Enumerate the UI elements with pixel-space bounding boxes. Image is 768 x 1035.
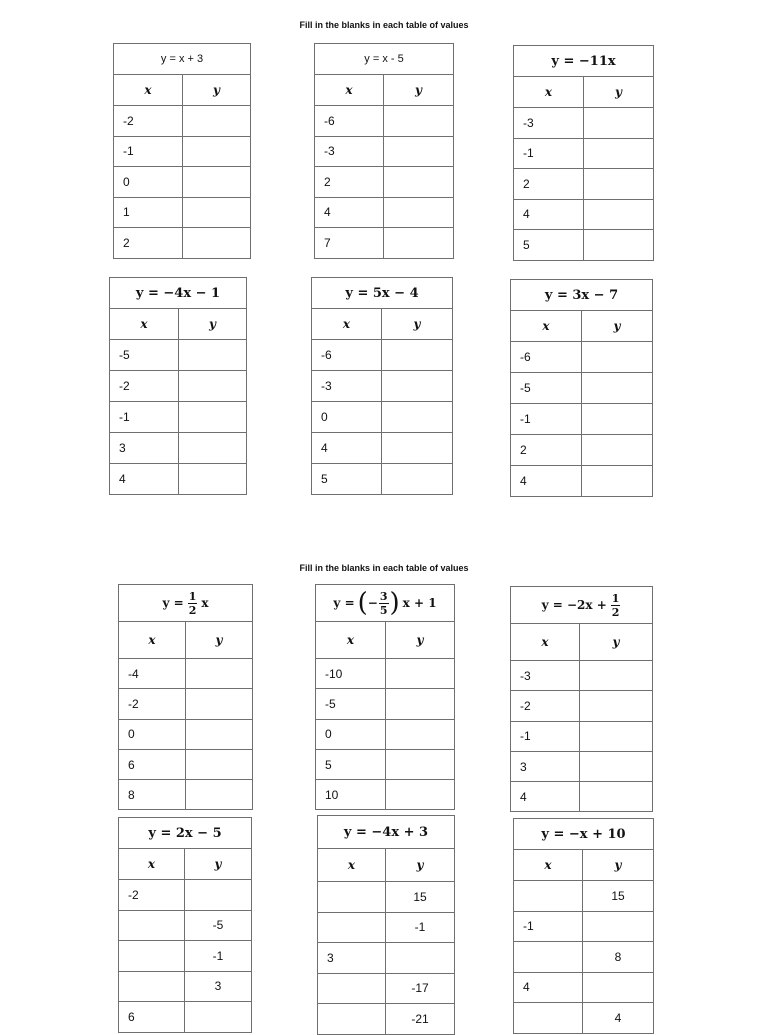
table-row xyxy=(114,228,251,259)
table-row xyxy=(511,751,653,781)
y-cell xyxy=(386,943,455,974)
table-row xyxy=(114,106,251,137)
x-cell: 3 xyxy=(511,751,580,781)
y-cell xyxy=(186,749,253,779)
table-row xyxy=(316,689,455,719)
equation xyxy=(542,593,622,618)
x-cell xyxy=(318,882,386,913)
paren: ( xyxy=(357,588,368,618)
column-header-x: x xyxy=(315,75,384,106)
column-header-x: x xyxy=(511,624,580,661)
x-cell: -2 xyxy=(119,880,185,911)
y-cell xyxy=(584,169,654,200)
y-cell xyxy=(386,780,455,810)
column-header-x: x xyxy=(511,311,582,342)
x-cell: -2 xyxy=(511,691,580,721)
x-cell: 5 xyxy=(312,464,382,495)
y-cell xyxy=(382,433,453,464)
y-cell xyxy=(186,719,253,749)
x-cell: 5 xyxy=(316,749,386,779)
y-cell xyxy=(584,230,654,261)
x-cell: -1 xyxy=(514,138,584,169)
y-cell xyxy=(580,691,653,721)
fraction-numerator: 1 xyxy=(188,589,197,603)
table-of-values xyxy=(118,817,252,1033)
table-row xyxy=(312,371,453,402)
column-header-x: x xyxy=(318,849,386,882)
table-row xyxy=(511,661,653,691)
y-cell: 15 xyxy=(386,882,455,913)
fraction-numerator: 1 xyxy=(611,591,620,605)
x-cell: 6 xyxy=(119,749,186,779)
equation-cell: y = x + 3 xyxy=(114,44,251,75)
table-row xyxy=(114,197,251,228)
x-cell xyxy=(119,910,185,941)
y-cell xyxy=(584,199,654,230)
table-row xyxy=(514,911,654,942)
table-row xyxy=(312,433,453,464)
y-cell xyxy=(384,197,454,228)
table-row xyxy=(114,167,251,198)
column-header-x: x xyxy=(119,622,186,659)
fraction-denominator: 2 xyxy=(611,605,620,619)
x-cell: -1 xyxy=(511,721,580,751)
y-cell xyxy=(386,689,455,719)
x-cell: 5 xyxy=(514,230,584,261)
table-row xyxy=(312,340,453,371)
equation-cell: y = x - 5 xyxy=(315,44,454,75)
equation-part: x + 1 xyxy=(402,596,437,610)
table-row xyxy=(312,402,453,433)
table-row xyxy=(119,659,253,689)
x-cell: -3 xyxy=(514,108,584,139)
x-cell: -4 xyxy=(119,659,186,689)
y-cell xyxy=(384,106,454,137)
x-cell: 4 xyxy=(514,199,584,230)
column-header-y: y xyxy=(382,309,453,340)
y-cell xyxy=(384,228,454,259)
x-cell: 2 xyxy=(315,167,384,198)
table-row xyxy=(110,464,247,495)
table-of-values xyxy=(314,43,454,259)
y-cell xyxy=(183,228,251,259)
y-cell xyxy=(382,371,453,402)
x-cell: 4 xyxy=(514,972,583,1003)
x-cell: 0 xyxy=(316,719,386,749)
x-cell: 2 xyxy=(114,228,183,259)
x-cell: 3 xyxy=(318,943,386,974)
equation-part: y = xyxy=(333,596,355,610)
table-row xyxy=(312,464,453,495)
x-cell xyxy=(318,973,386,1004)
equation-cell xyxy=(316,585,455,622)
y-cell xyxy=(582,342,653,373)
table-row xyxy=(511,373,653,404)
table-row xyxy=(119,880,252,911)
column-header-y: y xyxy=(580,624,653,661)
column-header-y: y xyxy=(583,850,654,881)
y-cell xyxy=(384,167,454,198)
table-row xyxy=(119,910,252,941)
column-header-x: x xyxy=(110,309,179,340)
x-cell: 2 xyxy=(511,435,582,466)
x-cell: 7 xyxy=(315,228,384,259)
y-cell xyxy=(584,108,654,139)
table-row xyxy=(110,340,247,371)
table-row xyxy=(119,941,252,972)
table-row xyxy=(119,689,253,719)
table-of-values xyxy=(513,818,654,1034)
table-row xyxy=(316,719,455,749)
y-cell xyxy=(583,911,654,942)
table-of-values xyxy=(113,43,251,259)
column-header-y: y xyxy=(185,849,252,880)
x-cell: -6 xyxy=(315,106,384,137)
y-cell xyxy=(183,136,251,167)
y-cell xyxy=(382,402,453,433)
column-header-y: y xyxy=(183,75,251,106)
y-cell xyxy=(183,106,251,137)
y-cell xyxy=(580,661,653,691)
y-cell xyxy=(582,466,653,497)
equation-cell: y = −4x − 1 xyxy=(110,278,247,309)
table-row xyxy=(514,881,654,912)
x-cell: 4 xyxy=(312,433,382,464)
table-of-values xyxy=(315,584,455,810)
table-row xyxy=(315,197,454,228)
equation-part: y = xyxy=(162,596,184,610)
fraction-denominator: 5 xyxy=(379,603,388,617)
x-cell: -3 xyxy=(511,661,580,691)
table-row xyxy=(318,973,455,1004)
y-cell xyxy=(583,972,654,1003)
y-cell: 8 xyxy=(583,942,654,973)
table-row xyxy=(514,230,654,261)
column-header-y: y xyxy=(179,309,247,340)
table-row xyxy=(514,1003,654,1034)
y-cell xyxy=(186,780,253,810)
column-header-y: y xyxy=(582,311,653,342)
table-row xyxy=(119,719,253,749)
y-cell xyxy=(179,464,247,495)
equation-cell: y = −4x + 3 xyxy=(318,816,455,849)
table-row xyxy=(315,167,454,198)
y-cell xyxy=(582,435,653,466)
x-cell: -6 xyxy=(511,342,582,373)
table-row xyxy=(316,780,455,810)
table-row xyxy=(119,1002,252,1033)
y-cell xyxy=(384,136,454,167)
x-cell xyxy=(318,912,386,943)
column-header-x: x xyxy=(119,849,185,880)
equation-part: x xyxy=(201,596,209,610)
table-row xyxy=(119,780,253,810)
table-row xyxy=(110,433,247,464)
table-row xyxy=(315,106,454,137)
table-row xyxy=(514,972,654,1003)
y-cell xyxy=(386,749,455,779)
equation xyxy=(333,590,436,616)
worksheet-heading: Fill in the blanks in each table of values xyxy=(299,20,469,30)
table-row xyxy=(119,971,252,1002)
y-cell xyxy=(179,371,247,402)
worksheet-heading: Fill in the blanks in each table of values xyxy=(299,563,469,573)
y-cell xyxy=(580,782,653,812)
table-row xyxy=(511,466,653,497)
x-cell: -1 xyxy=(114,136,183,167)
x-cell: 0 xyxy=(114,167,183,198)
y-cell: -5 xyxy=(185,910,252,941)
table-row xyxy=(511,691,653,721)
equation-part: y = −2x + xyxy=(541,598,607,612)
y-cell xyxy=(584,138,654,169)
column-header-x: x xyxy=(316,622,386,659)
y-cell xyxy=(179,340,247,371)
x-cell xyxy=(119,971,185,1002)
equation-cell: y = 2x − 5 xyxy=(119,818,252,849)
table-of-values xyxy=(510,279,653,497)
y-cell xyxy=(186,689,253,719)
table-row xyxy=(514,108,654,139)
equation-cell: y = 5x − 4 xyxy=(312,278,453,309)
column-header-y: y xyxy=(186,622,253,659)
x-cell: 6 xyxy=(119,1002,185,1033)
y-cell xyxy=(580,751,653,781)
y-cell: -1 xyxy=(185,941,252,972)
table-row xyxy=(315,136,454,167)
y-cell: -21 xyxy=(386,1004,455,1035)
x-cell: -2 xyxy=(110,371,179,402)
x-cell: -3 xyxy=(315,136,384,167)
table-of-values xyxy=(510,586,653,812)
x-cell: -10 xyxy=(316,659,386,689)
y-cell xyxy=(386,719,455,749)
table-row xyxy=(511,721,653,751)
table-of-values xyxy=(118,584,253,810)
equation-cell: y = 3x − 7 xyxy=(511,280,653,311)
column-header-y: y xyxy=(386,849,455,882)
x-cell: 0 xyxy=(119,719,186,749)
y-cell: 15 xyxy=(583,881,654,912)
table-row xyxy=(315,228,454,259)
x-cell: 0 xyxy=(312,402,382,433)
x-cell: 8 xyxy=(119,780,186,810)
y-cell xyxy=(185,1002,252,1033)
x-cell xyxy=(318,1004,386,1035)
fraction xyxy=(611,593,621,618)
equation xyxy=(162,591,208,616)
column-header-y: y xyxy=(384,75,454,106)
x-cell: 1 xyxy=(114,197,183,228)
table-of-values xyxy=(513,45,654,261)
equation-cell xyxy=(511,587,653,624)
equation-sign: − xyxy=(367,596,378,610)
y-cell xyxy=(582,404,653,435)
y-cell xyxy=(179,433,247,464)
paren: ) xyxy=(389,588,400,618)
y-cell xyxy=(183,197,251,228)
table-of-values xyxy=(317,815,455,1035)
x-cell: -2 xyxy=(114,106,183,137)
x-cell: -6 xyxy=(312,340,382,371)
table-row xyxy=(316,749,455,779)
table-row xyxy=(318,882,455,913)
fraction-numerator: 3 xyxy=(379,589,388,603)
x-cell xyxy=(119,941,185,972)
x-cell xyxy=(514,881,583,912)
fraction xyxy=(188,591,198,616)
x-cell: -1 xyxy=(511,404,582,435)
table-row xyxy=(119,749,253,779)
y-cell xyxy=(179,402,247,433)
x-cell: 4 xyxy=(511,782,580,812)
table-row xyxy=(511,404,653,435)
x-cell: 4 xyxy=(315,197,384,228)
x-cell xyxy=(514,1003,583,1034)
y-cell xyxy=(185,880,252,911)
x-cell: -2 xyxy=(119,689,186,719)
equation-cell xyxy=(119,585,253,622)
table-row xyxy=(514,199,654,230)
x-cell: 3 xyxy=(110,433,179,464)
x-cell: -5 xyxy=(316,689,386,719)
x-cell: 4 xyxy=(110,464,179,495)
table-row xyxy=(514,138,654,169)
x-cell: -1 xyxy=(110,402,179,433)
table-row xyxy=(316,659,455,689)
fraction-denominator: 2 xyxy=(188,603,197,617)
table-row xyxy=(110,402,247,433)
x-cell: -3 xyxy=(312,371,382,402)
y-cell: -17 xyxy=(386,973,455,1004)
table-row xyxy=(514,942,654,973)
table-row xyxy=(511,782,653,812)
y-cell xyxy=(382,340,453,371)
equation-cell: y = −x + 10 xyxy=(514,819,654,850)
table-row xyxy=(114,136,251,167)
table-of-values xyxy=(311,277,453,495)
y-cell xyxy=(580,721,653,751)
y-cell: 3 xyxy=(185,971,252,1002)
x-cell: -1 xyxy=(514,911,583,942)
table-row xyxy=(318,1004,455,1035)
y-cell xyxy=(386,659,455,689)
column-header-y: y xyxy=(584,77,654,108)
x-cell xyxy=(514,942,583,973)
x-cell: 2 xyxy=(514,169,584,200)
column-header-x: x xyxy=(114,75,183,106)
y-cell xyxy=(382,464,453,495)
x-cell: 4 xyxy=(511,466,582,497)
column-header-x: x xyxy=(514,850,583,881)
column-header-y: y xyxy=(386,622,455,659)
table-row xyxy=(318,943,455,974)
x-cell: -5 xyxy=(110,340,179,371)
table-of-values xyxy=(109,277,247,495)
table-row xyxy=(511,435,653,466)
fraction xyxy=(379,591,389,616)
y-cell xyxy=(183,167,251,198)
y-cell xyxy=(582,373,653,404)
y-cell xyxy=(186,659,253,689)
table-row xyxy=(110,371,247,402)
y-cell: 4 xyxy=(583,1003,654,1034)
y-cell: -1 xyxy=(386,912,455,943)
column-header-x: x xyxy=(514,77,584,108)
x-cell: -5 xyxy=(511,373,582,404)
table-row xyxy=(511,342,653,373)
x-cell: 10 xyxy=(316,780,386,810)
equation-cell: y = −11x xyxy=(514,46,654,77)
column-header-x: x xyxy=(312,309,382,340)
table-row xyxy=(318,912,455,943)
table-row xyxy=(514,169,654,200)
